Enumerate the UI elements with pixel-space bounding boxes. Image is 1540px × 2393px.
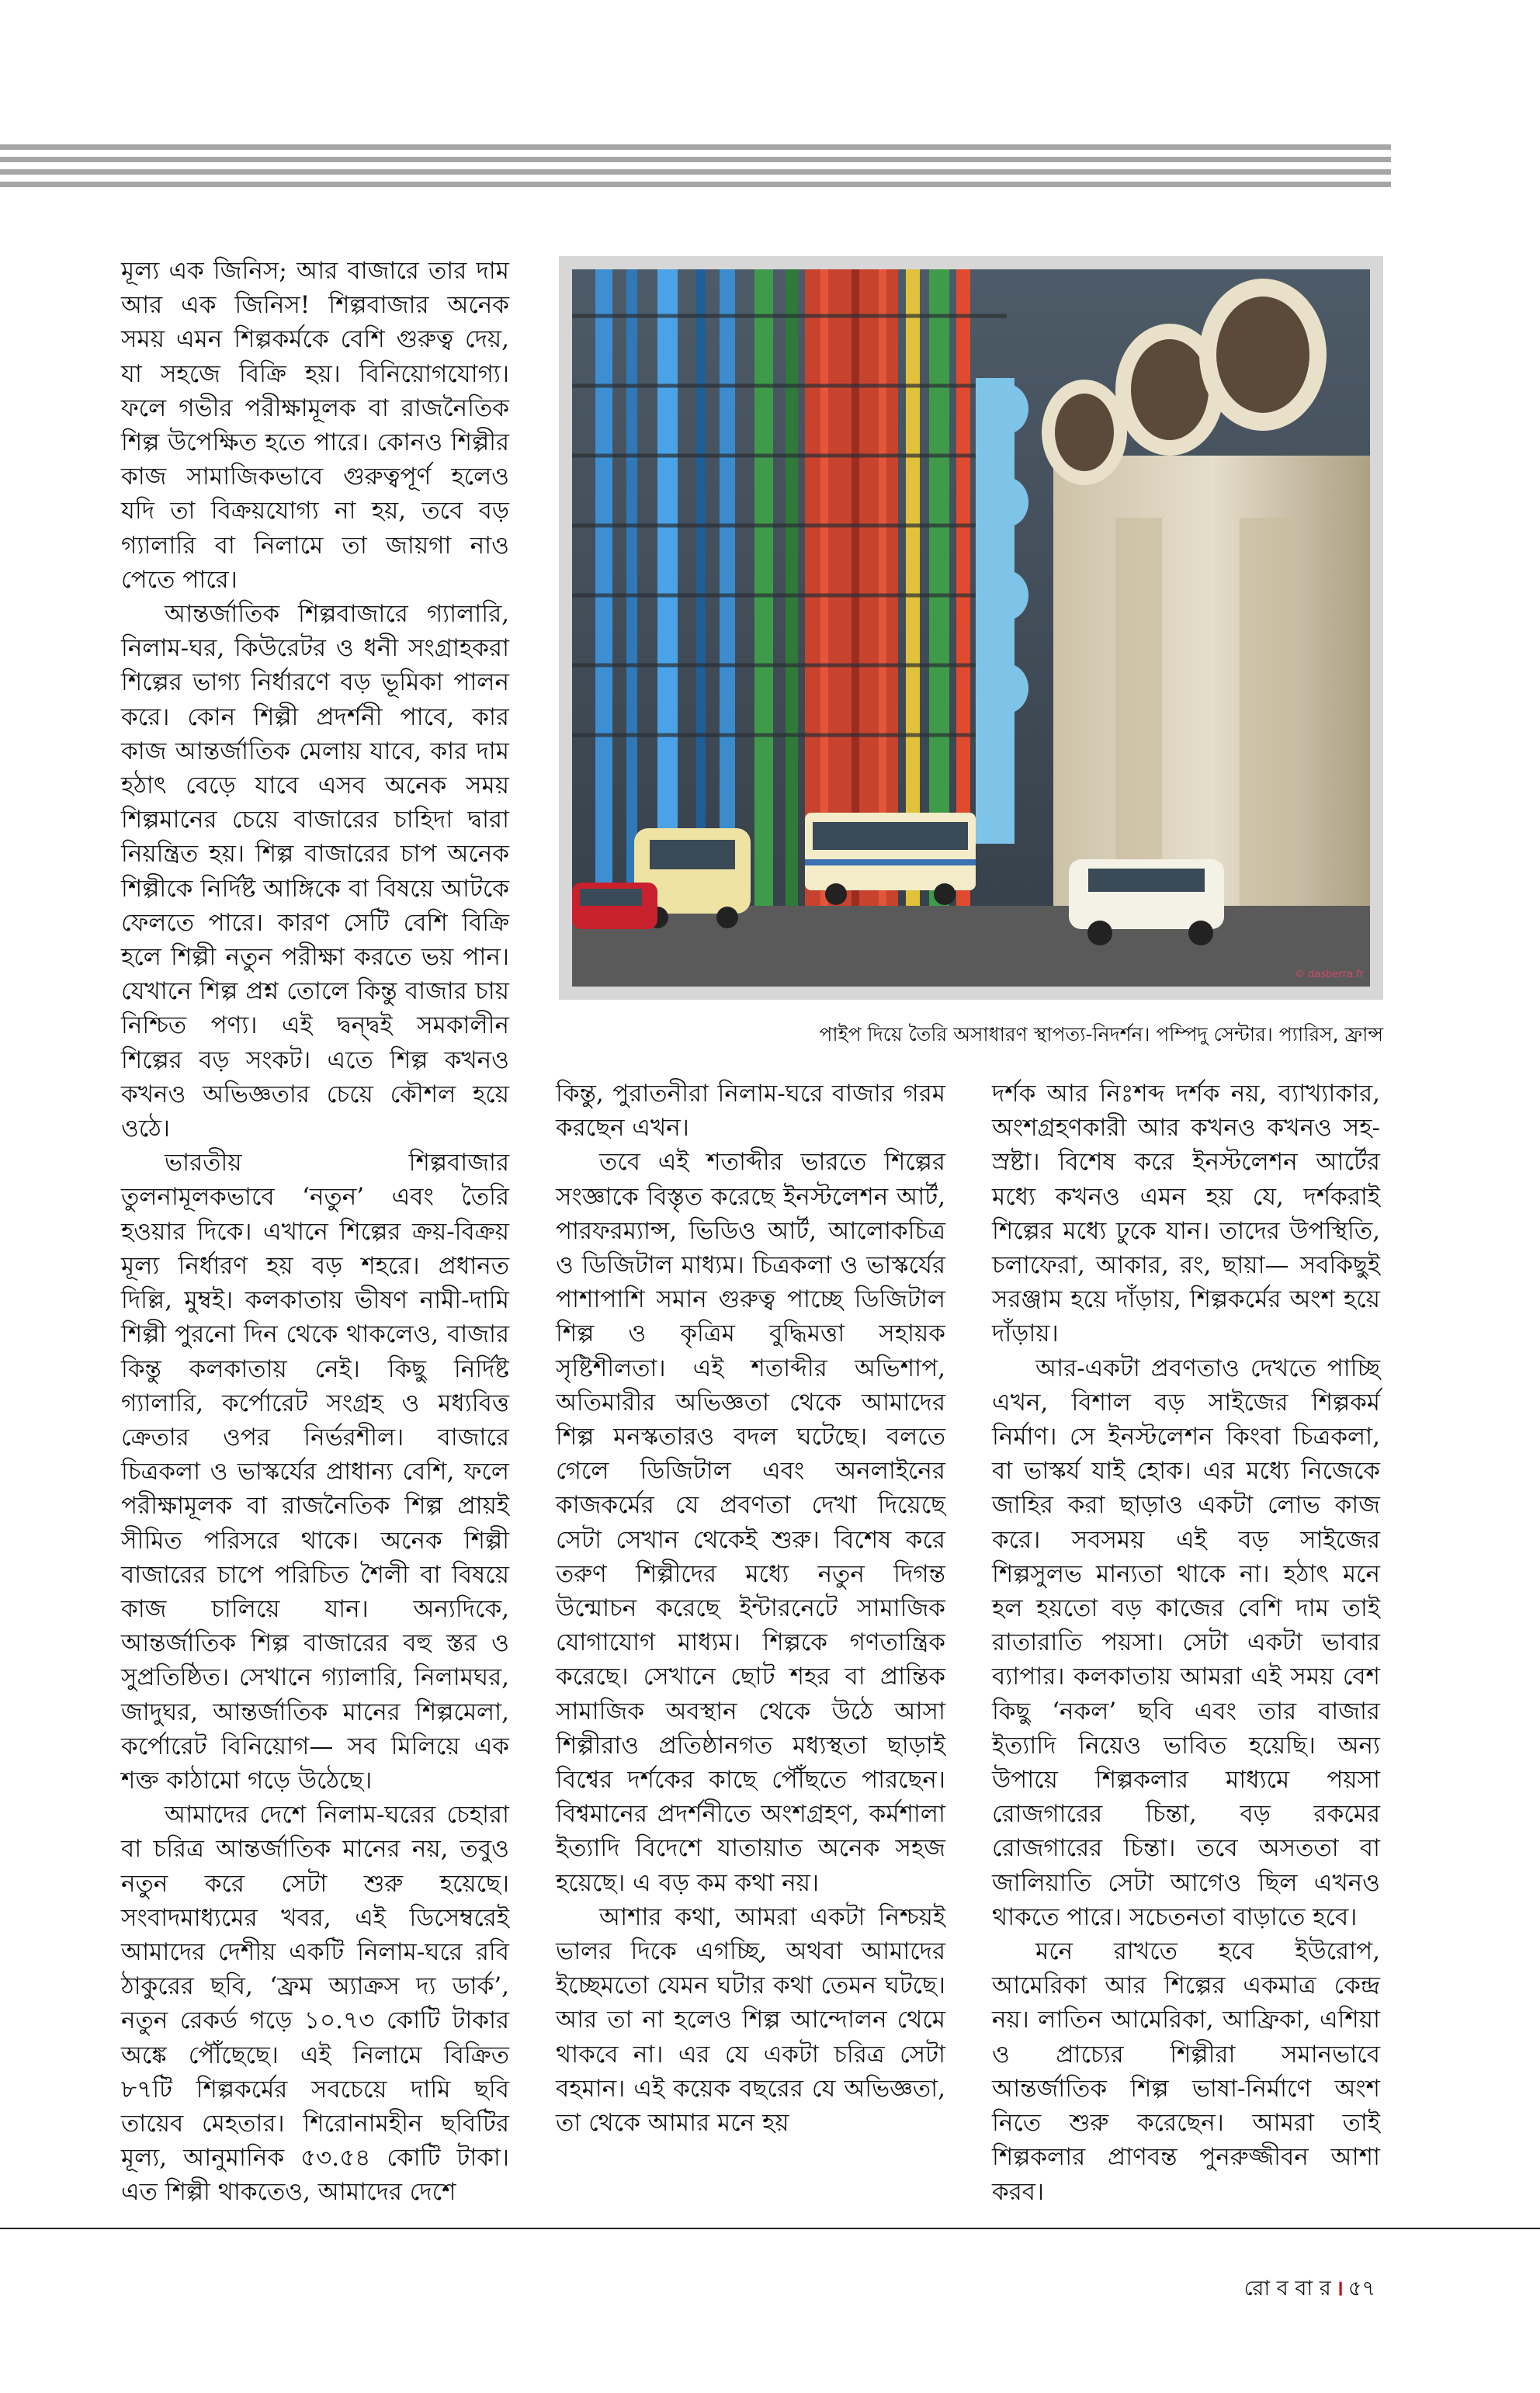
header-rule-1 bbox=[0, 144, 1391, 150]
page-footer bbox=[1244, 2273, 1375, 2308]
pompidou-centre-photo bbox=[572, 269, 1370, 987]
photo-caption: পাইপ দিয়ে তৈরি অসাধারণ স্থাপত্য-নিদর্শন। পম্পিদু সেন্টার। প্যারিস, ফ্রান্স bbox=[819, 1023, 1383, 1046]
paragraph: আমাদের দেশে নিলাম-ঘরের চেহারা বা চরিত্র আন্তর্জাতিক মানের নয়, তবুও নতুন করে সেটা শুরু হয়েছে। সংবাদমাধ্যমের খবর, এই ডিসেম্বরেই আমাদের দেশীয় একটি নিলাম-ঘরে রবি ঠাকুরের ছবি, ‘ফ্রম অ্যাক্রস দ্য ডার্ক’, নতুন রেকর্ড গড়ে ১০.৭৩ কোটি টাকার অঙ্কে পৌঁছেছে। এই নিলামে বিক্রিত ৮৭টি শিল্পকর্মের সবচেয়ে দামি ছবি তায়েব মেহতার। শিরোনামহীন ছবিটির মূল্য, আনুমানিক ৫৩.৫৪ কোটি টাকা। এত শিল্পী থাকতেও, আমাদের দেশে bbox=[121, 1801, 509, 2207]
footer-separator: । bbox=[1335, 2277, 1344, 2301]
photo-frame bbox=[559, 256, 1383, 1000]
paragraph: কিন্তু, পুরাতনীরা নিলাম-ঘরে বাজার গরম করছেন এখন। bbox=[556, 1080, 945, 1143]
page-number: ৫৭ bbox=[1348, 2277, 1375, 2301]
paragraph: তবে এই শতাব্দীর ভারতে শিল্পের সংজ্ঞাকে বিস্তৃত করেছে ইনস্টলেশন আর্ট, পারফরম্যান্স, ভিডিও আর্ট, আলোকচিত্র ও ডিজিটাল মাধ্যম। চিত্রকলা ও ভাস্কর্যের পাশাপাশি সমান গুরুত্ব পাচ্ছে ডিজিটাল শিল্প ও কৃত্রিম বুদ্ধিমত্তা সহায়ক সৃষ্টিশীলতা। এই শতাব্দীর অভিশাপ, অতিমারীর অভিজ্ঞতা থেকে আমাদের শিল্প মনস্কতারও বদল ঘটেছে। বলতে গেলে ডিজিটাল এবং অনলাইনের কাজকর্মের যে প্রবণতা দেখা দিয়েছে সেটা সেখান থেকেই শুরু। বিশেষ করে তরুণ শিল্পীদের মধ্যে নতুন দিগন্ত উন্মোচন করেছে ইন্টারনেটে সামাজিক যোগাযোগ মাধ্যম। শিল্পকে গণতান্ত্রিক করেছে। সেখানে ছোট শহর বা প্রান্তিক সামাজিক অবস্থান থেকে উঠে আসা শিল্পীরাও প্রতিষ্ঠানগত মধ্যস্থতা ছাড়াই বিশ্বের দর্শকের কাছে পৌঁছতে পারছেন। বিশ্বমানের প্রদর্শনীতে অংশগ্রহণ, কর্মশালা ইত্যাদি বিদেশে যাতায়াত অনেক সহজ হয়েছে। এ বড় কম কথা নয়। bbox=[556, 1148, 945, 1897]
paragraph: আশার কথা, আমরা একটা নিশ্চয়ই ভালর দিকে এগচ্ছি, অথবা আমাদের ইচ্ছেমতো যেমন ঘটার কথা তেমন ঘটছে। আর তা না হলেও শিল্প আন্দোলন থেমে থাকবে না। এর যে একটা চরিত্র সেটা বহমান। এই কয়েক বছরের যে অভিজ্ঞতা, তা থেকে আমার মনে হয় bbox=[556, 1902, 945, 2138]
paragraph: আর-একটা প্রবণতাও দেখতে পাচ্ছি এখন, বিশাল বড় সাইজের শিল্পকর্ম নির্মাণ। সে ইনস্টলেশন কিংবা চিত্রকলা, বা ভাস্কর্য যাই হোক। এর মধ্যে নিজেকে জাহির করা ছাড়াও একটা লোভ কাজ করে। সবসময় এই বড় সাইজের শিল্পসুলভ মান্যতা থাকে না। হঠাৎ মনে হল হয়তো বড় কাজের বেশি দাম তাই রাতারাতি পয়সা। সেটা একটা ভাবার ব্যাপার। কলকাতায় আমরা এই সময় বেশ কিছু ‘নকল’ ছবি এবং তার বাজার ইত্যাদি নিয়েও ভাবিত হয়েছি। অন্য উপায়ে শিল্পকলার মাধ্যমে পয়সা রোজগারের চিন্তা, বড় রকমের রোজগারের চিন্তা। তবে অসততা বা জালিয়াতি সেটা আগেও ছিল এখনও থাকতে পারে। সচেতনতা বাড়াতে হবে। bbox=[992, 1354, 1380, 1931]
paragraph: আন্তর্জাতিক শিল্পবাজারে গ্যালারি, নিলাম-ঘর, কিউরেটর ও ধনী সংগ্রাহকরা শিল্পের ভাগ্য নির্ধারণে বড় ভূমিকা পালন করে। কোন শিল্পী প্রদর্শনী পাবে, কার কাজ আন্তর্জাতিক মেলায় যাবে, কার দাম হঠাৎ বেড়ে যাবে এসব অনেক সময় শিল্পমানের চেয়ে বাজারের চাহিদা দ্বারা নিয়ন্ত্রিত হয়। শিল্প বাজারের চাপ অনেক শিল্পীকে নির্দিষ্ট আঙ্গিকে বা বিষয়ে আটকে ফেলতে পারে। কারণ সেটি বেশি বিক্রি হলে শিল্পী নতুন পরীক্ষা করতে ভয় পান। যেখানে শিল্প প্রশ্ন তোলে কিন্তু বাজার চায় নিশ্চিত পণ্য। এই দ্বন্দ্বই সমকালীন শিল্পের বড় সংকট। এতে শিল্প কখনও কখনও অভিজ্ঞতার চেয়ে কৌশল হয়ে ওঠে। bbox=[121, 600, 509, 1143]
header-rule-2 bbox=[0, 157, 1391, 162]
article-column-2 bbox=[556, 1077, 945, 2140]
header-rule-4 bbox=[0, 182, 1391, 187]
article-column-1 bbox=[121, 254, 509, 2210]
paragraph: দর্শক আর নিঃশব্দ দর্শক নয়, ব্যাখ্যাকার, অংশগ্রহণকারী আর কখনও কখনও সহ-স্রষ্টা। বিশেষ করে ইনস্টলেশন আর্টের মধ্যে কখনও এমন হয় যে, দর্শকরাই শিল্পের মধ্যে ঢুকে যান। তাদের উপস্থিতি, চলাফেরা, আকার, রং, ছায়া— সবকিছুই সরঞ্জাম হয়ে দাঁড়ায়, শিল্পকর্মের অংশ হয়ে দাঁড়ায়। bbox=[992, 1080, 1380, 1348]
photo-watermark: © dasberra.fr bbox=[1295, 969, 1364, 980]
article-column-3 bbox=[992, 1077, 1380, 2209]
footer-rule bbox=[0, 2228, 1540, 2229]
magazine-name: রো ব বা র bbox=[1243, 2277, 1331, 2301]
paragraph: মনে রাখতে হবে ইউরোপ, আমেরিকা আর শিল্পের একমাত্র কেন্দ্র নয়। লাতিন আমেরিকা, আফ্রিকা, এশিয়া ও প্রাচ্যের শিল্পীরা সমানভাবে আন্তর্জাতিক শিল্প ভাষা-নির্মাণে অংশ নিতে শুরু করেছেন। আমরা তাই শিল্পকলার প্রাণবন্ত পুনরুজ্জীবন আশা করব। bbox=[992, 1937, 1380, 2206]
paragraph: ভারতীয় শিল্পবাজার তুলনামূলকভাবে ‘নতুন’ এবং তৈরি হওয়ার দিকে। এখানে শিল্পের ক্রয়-বিক্রয় মূল্য নির্ধারণ হয় বড় শহরে। প্রধানত দিল্লি, মুম্বই। কলকাতায় ভীষণ নামী-দামি শিল্পী পুরনো দিন থেকে থাকলেও, বাজার কিন্তু কলকাতায় নেই। কিছু নির্দিষ্ট গ্যালারি, কর্পোরেট সংগ্রহ ও মধ্যবিত্ত ক্রেতার ওপর নির্ভরশীল। বাজারে চিত্রকলা ও ভাস্কর্যের প্রাধান্য বেশি, ফলে পরীক্ষামূলক বা রাজনৈতিক শিল্প প্রায়ই সীমিত পরিসরে থাকে। অনেক শিল্পী বাজারের চাপে পরিচিত শৈলী বা বিষয়ে কাজ চালিয়ে যান। অন্যদিকে, আন্তর্জাতিক শিল্প বাজারের বহু স্তর ও সুপ্রতিষ্ঠিত। সেখানে গ্যালারি, নিলামঘর, জাদুঘর, আন্তর্জাতিক মানের শিল্পমেলা, কর্পোরেট বিনিয়োগ— সব মিলিয়ে এক শক্ত কাঠামো গড়ে উঠেছে। bbox=[121, 1149, 509, 1795]
header-rule-3 bbox=[0, 169, 1391, 175]
paragraph: মূল্য এক জিনিস; আর বাজারে তার দাম আর এক জিনিস! শিল্পবাজার অনেক সময় এমন শিল্পকর্মকে বেশি গুরুত্ব দেয়, যা সহজে বিক্রি হয়। বিনিয়োগযোগ্য। ফলে গভীর পরীক্ষামূলক বা রাজনৈতিক শিল্প উপেক্ষিত হতে পারে। কোনও শিল্পীর কাজ সামাজিকভাবে গুরুত্বপূর্ণ হলেও যদি তা বিক্রয়যোগ্য না হয়, তবে বড় গ্যালারি বা নিলামে তা জায়গা নাও পেতে পারে। bbox=[121, 257, 509, 594]
